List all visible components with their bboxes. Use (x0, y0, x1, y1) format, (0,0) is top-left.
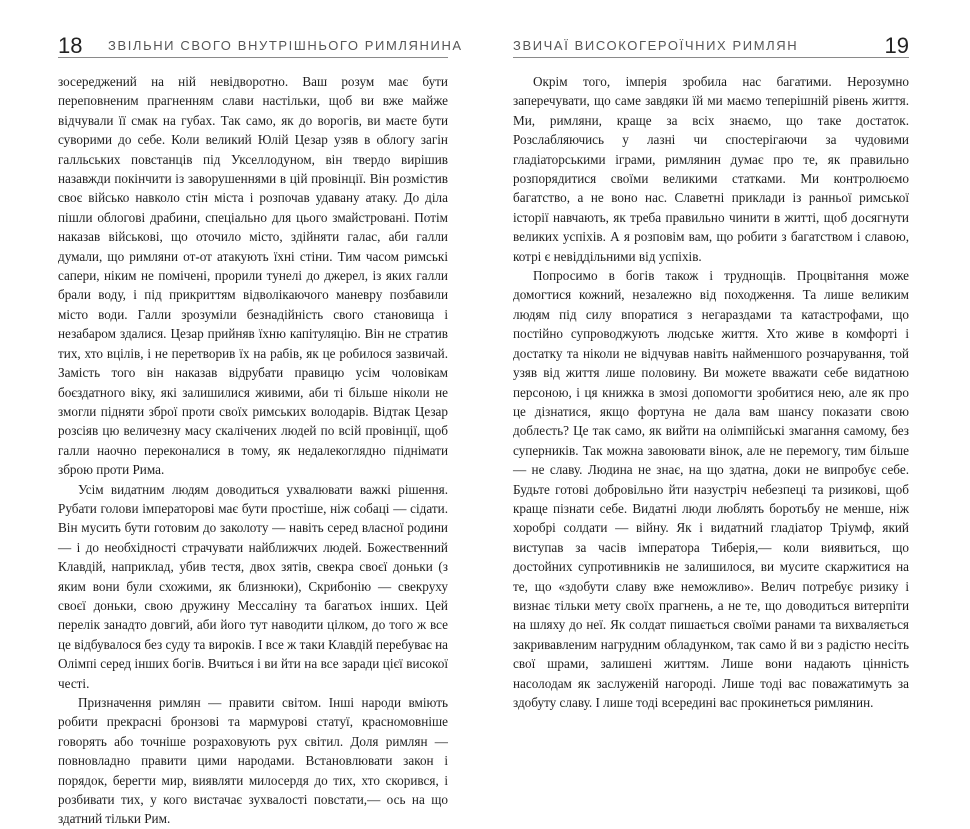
page-number: 18 (58, 33, 83, 58)
page-number: 19 (884, 33, 909, 58)
paragraph: Призначення римлян — правити світом. Інші народи вміють робити прекрасні бронзові та мармурові статуї, красномовніше говорять або точніше розраховують рух світил. Доля римлян — повновладно правити цими народами. Встановлювати закон і порядок, берегти мир, виявляти милосердя до тих, хто скорився, і розбивати тих, у кого вистачає зухвалості повстати,— ось на що здатний тільки Рим. (58, 695, 448, 827)
paragraph: Усім видатним людям доводиться ухвалювати важкі рішення. Рубати голови імператорові має бути простіше, ніж собаці — сідати. Він мусить бути готовим до заколоту — навіть серед власної родини — і до необхідності страчувати найближчих людей. Божественний Клавдій, наприклад, убив тестя, двох зятів, свекра своєї доньки (з яким вони були схожими, як близнюки), Скрибонію — свекруху своєї доньки, свою дружину Мессаліну та багатьох інших. Цей перелік занадто довгий, аби його тут наводити цілком, до того ж все це відбувалося без суду та вироків. І все ж таки Клавдій перебуває на Олімпі серед інших богів. Вчиться і ви йти на все заради цієї високої честі. (58, 481, 448, 691)
right-page-body (513, 72, 909, 712)
paragraph: зосереджений на ній невідворотно. Ваш розум має бути переповненим прагненням слави настільки, щоб ви вже майже відчували її смак на губах. Так само, як до ворогів, ви маєте бути суворими до себе. Коли великий Юлій Цезар узяв в облогу загін галльських повстанців під Укселлодуном, він твердо вирішив назавжди покінчити із заворушеннями в цій провінції. Він розмістив своє військо навколо стін міста і розпочав удавану атаку. До діла пішли облогові драбини, спеціально для цього змайстровані. Потім наказав військові, що оточило місто, здійняти галас, аби галли думали, що римляни от-от атакують їхні стіни. Тим часом римські сапери, ніким не помічені, прорили тунелі до джерел, із яких галли брали воду, і під прикриттям відволікаючого маневру позбавили місто води. Галли зрозуміли безнадійність свого становища і незабаром здалися. Цезар прийняв їхню капітуляцію. Він не стратив тих, хто вцілів, і не перетворив їх на рабів, як це робилося зазвичай. Замість того він наказав відрубати правицю усім чоловікам боєздатного віку, які залишилися живими, аби ті більше ніколи не змогли підняти зброї проти своїх римських володарів. Відтак Цезар розсіяв цю величезну масу скалічених людей по всій провінції, щоб галли наочно переконалися в тому, як недалекоглядно піднімати зброю проти Рима. (58, 74, 448, 478)
paragraph: Окрім того, імперія зробила нас багатими. Нерозумно заперечувати, що саме завдяки їй ми маємо теперішній рівень життя. Ми, римляни, краще за всіх знаємо, що таке достаток. Розслабляючись у лазні чи спостерігаючи за чудовими гладіаторськими іграми, римлянин думає про те, як правильно розпорядитися своїми великими статками. Ми контролюємо багатство, а не воно нас. Славетні приклади із ранньої римської історії навчають, як треба правильно чинити в житті, щоб досягнути великих успіхів. А я розповім вам, що робити з багатством і славою, котрі є невіддільними від успіхів. (513, 74, 909, 264)
header-rule (58, 57, 448, 58)
paragraph: Попросимо в богів також і труднощів. Процвітання може домогтися кожний, незалежно від походження. Та лише великим людям під силу впоратися з негараздами та катастрофами, що постійно супроводжують людське життя. Хто живе в комфорті і достатку та ніколи не відчував навіть найменшого розчарування, той узяв від життя лише половину. Ви можете вважати себе видатною персоною, і ця книжка в змозі допомогти зробитися нею, але як про це дізнатися, якщо фортуна не дала вам шансу показати свою доблесть? Це так само, як вийти на олімпійські змагання самому, без суперників. Так можна завоювати вінок, але не перемогу, тим більше — не славу. Людина не знає, на що здатна, доки не випробує себе. Будьте готові добровільно йти назустріч небезпеці та ризикові, щоб краще пізнати себе. Видатні люди люблять боротьбу не менше, ніж хоробрі солдати — війну. Як і видатний гладіатор Тріумф, який виступав за часів імператора Тиберія,— коли виявиться, що достойних супротивників не залишилося, ви мусите скаржитися на те, що «здобути славу вже неможливо». Велич потребує ризику і визнає тільки мету своїх прагнень, а не те, що доводиться витерпіти на шляху до неї. Як солдат пишається своїми ранами та вихваляється закривавленим нагрудним обладунком, так само й ви з радістю несіть свої шрами, залишені життям. Лише вони надають цінність насолодам як заслуженій нагороді. Лише тоді вас поважатимуть за здобуту славу. І лише тоді всередині вас прокинеться римлянин. (513, 268, 909, 710)
left-page-body (58, 72, 448, 829)
right-page-header (513, 34, 909, 64)
running-head: ЗВИЧАЇ ВИСОКОГЕРОЇЧНИХ РИМЛЯН (513, 38, 799, 53)
header-rule (513, 57, 909, 58)
right-page (485, 0, 970, 710)
running-head: ЗВІЛЬНИ СВОГО ВНУТРІШНЬОГО РИМЛЯНИНА (108, 38, 463, 53)
left-page (0, 0, 485, 827)
left-page-header (58, 33, 463, 64)
